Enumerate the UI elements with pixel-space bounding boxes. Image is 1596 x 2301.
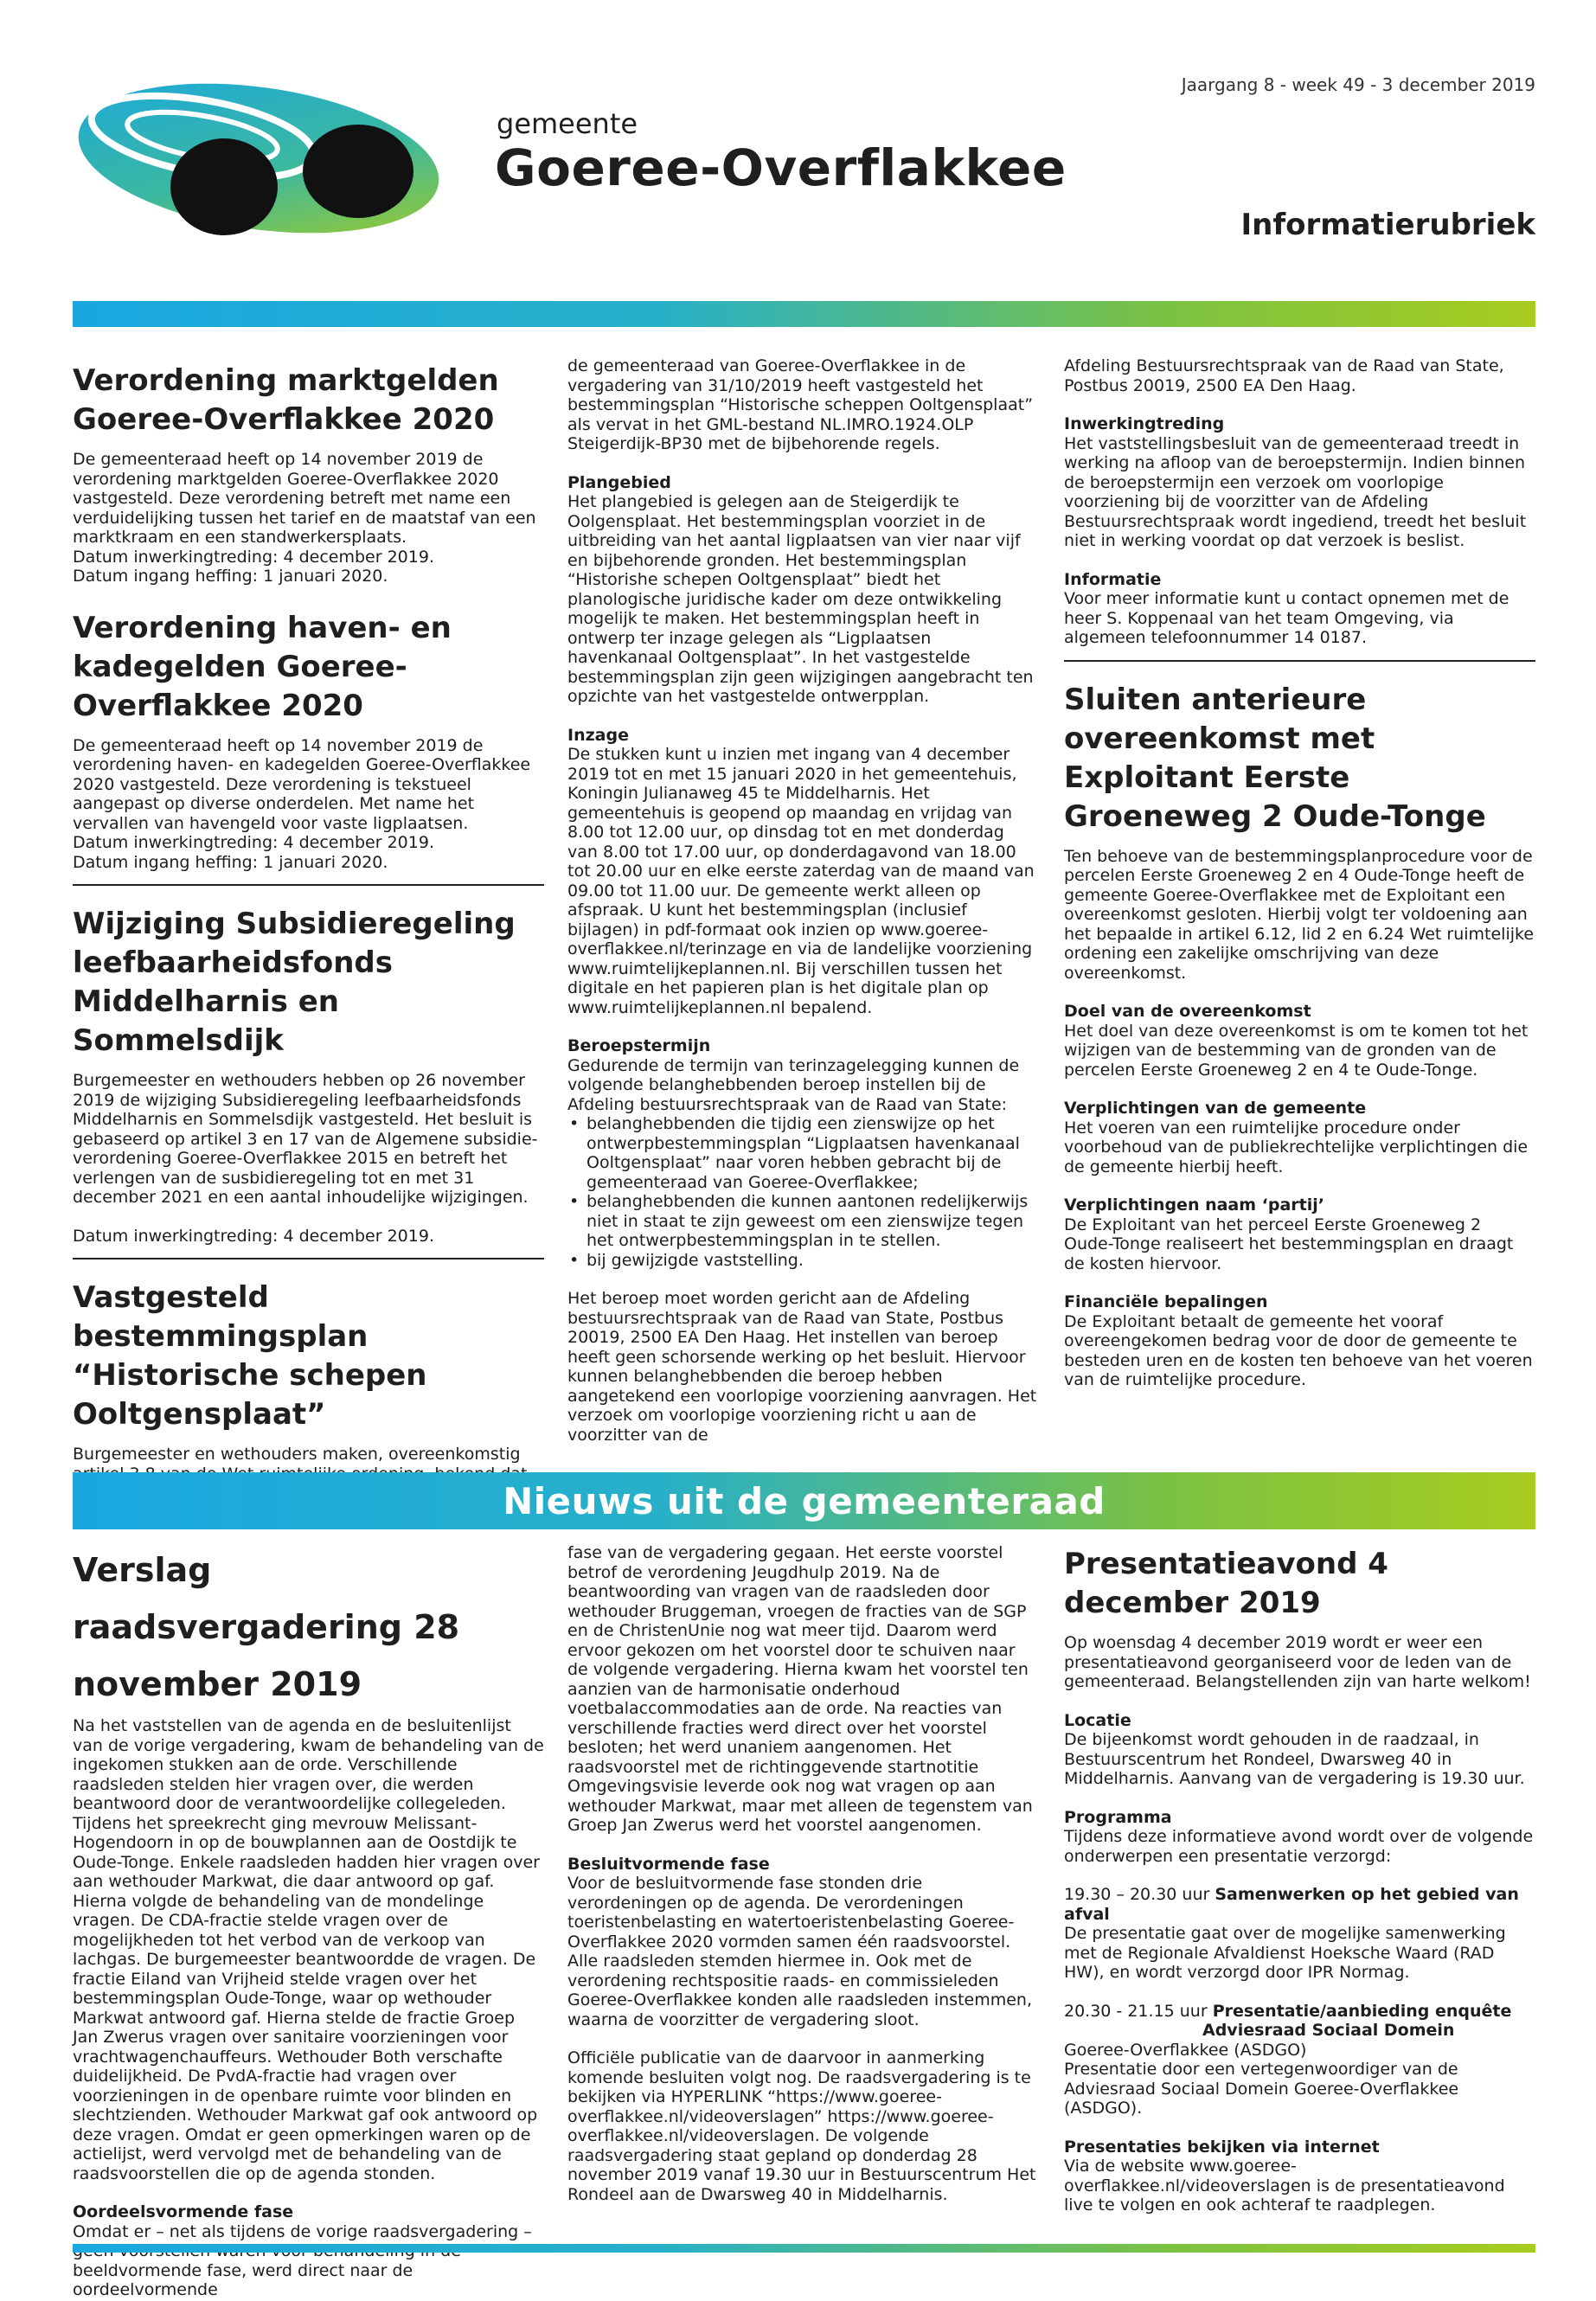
article-body: Het beroep moet worden gericht aan de Afdeling bestuursrechtspraak van de Raad van State, Postbus 20019, 2500 EA Den Haag. Het instellen van beroep heeft geen schorsende werking op het besluit. Hiervoor kunnen belanghebbenden die beroep hebben aangetekend een voorlopige voorziening aanvragen. Het verzoek om voorlopige voorziening richt u aan de voorzitter van de [567, 1289, 1037, 1445]
article-body: De bijeenkomst wordt gehouden in de raadzaal, in Bestuurscentrum het Rondeel, Dwarsweg 40 in Middelharnis. Aanvang van de vergadering is 19.30 uur. [1064, 1730, 1525, 1788]
article-body: Goeree-Overflakkee (ASDGO) [1064, 2040, 1307, 2060]
subheading: Oordeelsvormende fase [73, 2202, 294, 2221]
article-body: Omdat er – net als tijdens de vorige raadsvergadering – beeldvormende fase, werd direct naar de oordeelvormende [73, 2221, 532, 2299]
article-body: Het doel van deze overeenkomst is om te komen tot het wijzigen van de bestemming van de gronden van de percelen Eerste Groeneweg 2 en 4 te Oude-Tonge. [1064, 1021, 1529, 1080]
list-item: • belanghebbenden die kunnen aantonen redelijkerwijs niet in staat te zijn geweest om een zienswijze tegen het ontwerpbestemmingsplan in te stellen. [586, 1192, 1039, 1251]
program-item-1 [1064, 1885, 1535, 1924]
program-time: 20.30 - 21.15 uur [1064, 2001, 1208, 2021]
issue-info: Jaargang 8 - week 49 - 3 december 2019 [1181, 74, 1535, 95]
article-body: De presentatie gaat over de mogelijke samenwerking met de Regionale Afvaldienst Hoeksche Waard (RAD HW), en wordt verzorgd door IPR Normag. [1064, 1924, 1506, 1982]
subheading: Besluitvormende fase [567, 1854, 770, 1874]
program-item-2 [1064, 2002, 1535, 2022]
subheading: Verplichtingen van de gemeente [1064, 1099, 1367, 1118]
article-body: De gemeenteraad heeft op 14 november 2019 de verordening marktgelden Goeree-Overflakkee 2020 vastgesteld. Deze verordening betreft met name een verduidelijking tussen het tarief en de maatstaf van een marktkraam en een standwerkersplaats. [73, 450, 536, 547]
top-gradient-bar [73, 301, 1535, 327]
article-title: Verslag raadsvergadering 28 november 2019 [73, 1551, 460, 1703]
article-body: Ten behoeve van de bestemmingsplanprocedure voor de percelen Eerste Groeneweg 2 en 4 Oude-Tonge heeft de gemeente Goeree-Overflakkee met de Exploitant een overeenkomst gesloten. Hierbij volgt ter voldoening aan het bepaalde in artikel 6.12, lid 2 en 6.24 Wet ruimtelijke ordening een zakelijke omschrijving van deze overeenkomst. [1064, 846, 1535, 983]
divider [73, 884, 544, 886]
article-body: De gemeenteraad heeft op 14 november 2019 de verordening haven- en kadegelden Goeree-Overflakkee 2020 vastgesteld. Deze verordening is tekstueel aangepast op diverse onderdelen. Met name het vervallen van havengeld voor vaste ligplaatsen. [73, 735, 531, 833]
article-title: Presentatieavond 4 december 2019 [1064, 1547, 1388, 1620]
program-time: 19.30 – 20.30 uur [1064, 1885, 1210, 1904]
bullet-list [567, 1114, 1039, 1270]
page-header [0, 0, 1596, 329]
article-body: de gemeenteraad van Goeree-Overflakkee in de vergadering van 31/10/2019 heeft vastgesteld het bestemmingsplan “Historische scheppen Ooltgensplaat” als vervat in het GML-bestand NL.IMRO.1924.OLP Steigerdijk-BP30 met de bijbehorende regels. [567, 356, 1034, 453]
article-title: Verordening marktgelden Goeree-Overflakkee 2020 [73, 363, 499, 437]
article-body: Presentatie door een vertegenwoordiger van de Adviesraad Sociaal Domein Goeree-Overflakkee (ASDGO). [1064, 2060, 1459, 2118]
divider [1064, 660, 1535, 662]
list-item: • bij gewijzigde vaststelling. [586, 1251, 1039, 1271]
column-6 [1064, 1545, 1535, 2215]
section-banner [73, 1472, 1535, 1529]
article-body: Gedurende de termijn van terinzagelegging kunnen de volgende belanghebbenden beroep instellen bij de Afdeling bestuursrechtspraak van de Raad van State: [567, 1055, 1020, 1114]
article-date: Datum inwerkingtreding: 4 december 2019. [73, 1226, 434, 1246]
article-body: Op woensdag 4 december 2019 wordt er weer een presentatieavond georganiseerd voor de leden van de gemeenteraad. Belangstellenden zijn van harte welkom! [1064, 1633, 1531, 1691]
article-body: Afdeling Bestuursrechtspraak van de Raad van State, Postbus 20019, 2500 EA Den Haag. [1064, 356, 1504, 395]
article-title: Vastgesteld bestemmingsplan “Historische schepen Ooltgensplaat” [73, 1280, 427, 1432]
article-body: Burgemeester en wethouders maken, overeenkomstig [73, 1445, 521, 1464]
article-title: Wijziging Subsidieregeling leefbaarheidsfonds Middelharnis en Sommelsdijk [73, 907, 516, 1058]
article-body: Na het vaststellen van de agenda en de besluitenlijst van de vorige vergadering, kwam de behandeling van de ingekomen stukken aan de orde. Verschillende raadsleden stelden hier vragen over, die werden beantwoord door de verantwoordelijke collegeleden. Tijdens het spreekrecht ging mevrouw Melissant-Hogendoorn in op de bouwplannen aan de Oostdijk te Oude-Tonge. Enkele raadsleden hadden hier vragen over aan wethouder Markwat, die daar antwoord op gaf. Hierna volgde de behandeling van de mondelinge vragen. De CDA-fractie stelde vragen over de mogelijkheden tot het verbod van de verkoop van lachgas. De burgemeester beantwoordde de vragen. De fractie Eiland van Vrijheid stelde vragen over het bestemmingsplan Oude-Tonge, waar op wethouder Markwat antwoord gaf. Hierna stelde de fractie Groep Jan Zwerus vragen over sanitaire voorzieningen voor vrachtwagenchauffeurs. Wethouder Both verschafte duidelijkheid. De PvdA-fractie had vragen over voorzieningen in de openbare ruimte voor blinden en slechtzienden. Wethouder Markwat gaf ook antwoord op deze vragen. Omdat er geen opmerkingen waren op de actielijst, werd vervolgd met de behandeling van de raadsvoorstellen die op de agenda stonden. [73, 1716, 544, 2183]
column-3 [1064, 356, 1535, 1390]
divider [73, 1258, 544, 1259]
article-date: Datum inwerkingtreding: 4 december 2019. [73, 833, 434, 852]
bottom-gradient-bar [73, 2244, 1535, 2253]
article-body: Het vaststellingsbesluit van de gemeenteraad treedt in werking na afloop van de beroepstermijn. Indien binnen de beroepstermijn een verzoek om voorlopige voorziening bij de voorzitter van de Afdeling Bestuursrechtspraak wordt ingediend, treedt het besluit niet in werking voordat op dat verzoek is beslist. [1064, 433, 1527, 550]
subheading: Verplichtingen naam ‘partij’ [1064, 1195, 1325, 1215]
subheading: Beroepstermijn [567, 1036, 711, 1055]
list-item: • belanghebbenden die tijdig een zienswijze op het ontwerpbestemmingsplan “Ligplaatsen havenkanaal Ooltgensplaat” naar voren hebben gebracht bij de gemeenteraad van Goeree-Overflakkee; [586, 1114, 1039, 1192]
subheading: Doel van de overeenkomst [1064, 1002, 1311, 1021]
column-4 [73, 1541, 544, 2300]
article-date: Datum ingang heffing: 1 januari 2020. [73, 567, 388, 586]
article-body: Burgemeester en wethouders hebben op 26 november 2019 de wijziging Subsidieregeling leefbaarheidsfonds Middelharnis en Sommelsdijk vastgesteld. Het besluit is gebaseerd op artikel 3 en 17 van de Algemene subsidie-verordening Goeree-Overflakkee 2015 en betreft het verlengen van de susbidieregeling tot en met 31 december 2021 en een aantal inhoudelijke wijzigingen. [73, 1071, 538, 1207]
subheading: Plangebied [567, 472, 671, 492]
rubric-title: Informatierubriek [1240, 208, 1535, 242]
subheading: Informatie [1064, 569, 1162, 589]
article-body: De stukken kunt u inzien met ingang van 4 december 2019 tot en met 15 januari 2020 in het gemeentehuis, Koningin Julianaweg 45 te Middelharnis. Het gemeentehuis is geopend op maandag en vrijdag van 8.00 tot 12.00 uur, op dinsdag tot en met donderdag van 8.00 tot 17.00 uur, op donderdagavond van 18.00 tot 20.00 uur en elke eerste zaterdag van de maand van 09.00 tot 11.00 uur. De gemeente werkt alleen op afspraak. U kunt het bestemmingsplan (inclusief bijlagen) in pdf-formaat ook inzien op www.goeree-overflakkee.nl/terinzage en via de landelijke voorziening www.ruimtelijkeplannen.nl. Bij verschillen tussen het digitale en het papieren plan is het digitale plan op www.ruimtelijkeplannen.nl bepalend. [567, 745, 1035, 1017]
subheading: Locatie [1064, 1710, 1131, 1730]
article-body: Het plangebied is gelegen aan de Steigerdijk te Oolgensplaat. Het bestemmingsplan voorziet in de uitbreiding van het aantal ligplaatsen van vier naar vijf en bijbehorende gronden. Het bestemmingsplan “Historishe schepen Ooltgensplaat” biedt het planologische juridische kader om deze ontwikkeling mogelijk te maken. Het bestemmingsplan heeft in ontwerp ter inzage gelegen als “Ligplaatsen havenkanaal Ooltgensplaat”. In het vastgestelde bestemmingsplan zijn geen wijzigingen aangebracht ten opzichte van het vastgestelde ontwerpplan. [567, 492, 1034, 706]
article-title: Verordening haven- en kadegelden Goeree-Overflakkee 2020 [73, 610, 452, 723]
subheading: Programma [1064, 1807, 1172, 1827]
article-body: fase van de vergadering gegaan. Het eerste voorstel betrof de verordening Jeugdhulp 2019. Na de beantwoording van vragen van de raadsleden door wethouder Bruggeman, vroegen de fracties van de SGP en de ChristenUnie nog wat meer tijd. Daarom werd ervoor gekozen om het voorstel door te schuiven naar de volgende vergadering. Hierna kwam het voorstel ten aanzien van de harmonisatie onderhoud voetbalaccommodaties aan de orde. Na reacties van verschillende fracties werd direct over het voorstel besloten; het werd unaniem aangenomen. Het raadsvoorstel met de richtinggevende startnotitie Omgevingsvisie leverde ook nog wat vragen op aan wethouder Markwat, maar met alleen de tegenstem van Groep Jan Zwerus werd het voorstel aangenomen. [567, 1543, 1033, 1835]
article-body: Voor de besluitvormende fase stonden drie verordeningen op de agenda. De verordeningen toeristenbelasting en watertoeristenbelasting Goeree-Overflakkee 2020 vormden samen één raadsvoorstel. Alle raadsleden stemden hiermee in. Ook met de verordening rechtspositie raads- en commissieleden Goeree-Overflakkee konden alle raadsleden instemmen, waarna de voorzitter de vergadering sloot. [567, 1874, 1033, 2029]
article-body: Via de website www.goeree-overflakkee.nl/videoverslagen is de presentatieavond live te volgen en ook achteraf te raadplegen. [1064, 2157, 1505, 2214]
column-2 [567, 356, 1039, 1445]
article-title: Sluiten anterieure overeenkomst met Exploitant Eerste Groeneweg 2 Oude-Tonge [1064, 682, 1486, 834]
municipality-small-label: gemeente [497, 107, 638, 140]
subheading: Inwerkingtreding [1064, 414, 1225, 433]
program-title: Samenwerken op het gebied van afval [1064, 1885, 1519, 1924]
article-body: De Exploitant betaalt de gemeente het vooraf overeengekomen bedrag voor de door de gemeente te besteden uren en de kosten ten behoeve van het voeren van de ruimtelijke procedure. [1064, 1311, 1533, 1389]
municipality-name: Goeree-Overflakkee [495, 138, 1067, 197]
subheading: Inzage [567, 725, 629, 745]
subheading: Presentaties bekijken via internet [1064, 2137, 1380, 2157]
gemeente-logo [73, 76, 453, 249]
program-title: Presentatie/aanbieding enquête [1212, 2001, 1512, 2021]
article-body: De Exploitant van het perceel Eerste Groeneweg 2 Oude-Tonge realiseert het bestemmingsplan en draagt de kosten hiervoor. [1064, 1215, 1514, 1273]
column-1 [73, 362, 544, 1484]
article-body: Het voeren van een ruimtelijke procedure onder voorbehoud van de publiekrechtelijke verplichtingen die de gemeente hierbij heeft. [1064, 1118, 1529, 1176]
article-date: Datum inwerkingtreding: 4 december 2019. [73, 547, 434, 567]
program-title: Adviesraad Sociaal Domein [1202, 2021, 1455, 2040]
article-body: Voor meer informatie kunt u contact opnemen met de heer S. Koppenaal van het team Omgeving, via algemeen telefoonnummer 14 0187. [1064, 589, 1509, 647]
section-banner-title: Nieuws uit de gemeenteraad [503, 1479, 1106, 1522]
article-body: Officiële publicatie van de daarvoor in aanmerking komende besluiten volgt nog. De raadsvergadering is te bekijken via HYPERLINK “https://www.goeree-overflakkee.nl/videoverslagen” https://www.goeree-overflakkee.nl/videoverslagen. De volgende raadsvergadering staat gepland op donderdag 28 november 2019 vanaf 19.30 uur in Bestuurscentrum Het Rondeel aan de Dwarsweg 40 in Middelharnis. [567, 2048, 1036, 2204]
subheading: Financiële bepalingen [1064, 1292, 1268, 1311]
column-5 [567, 1543, 1039, 2204]
article-date: Datum ingang heffing: 1 januari 2020. [73, 852, 388, 872]
article-body: Tijdens deze informatieve avond wordt over de volgende onderwerpen een presentatie verzorgd: [1064, 1827, 1534, 1866]
